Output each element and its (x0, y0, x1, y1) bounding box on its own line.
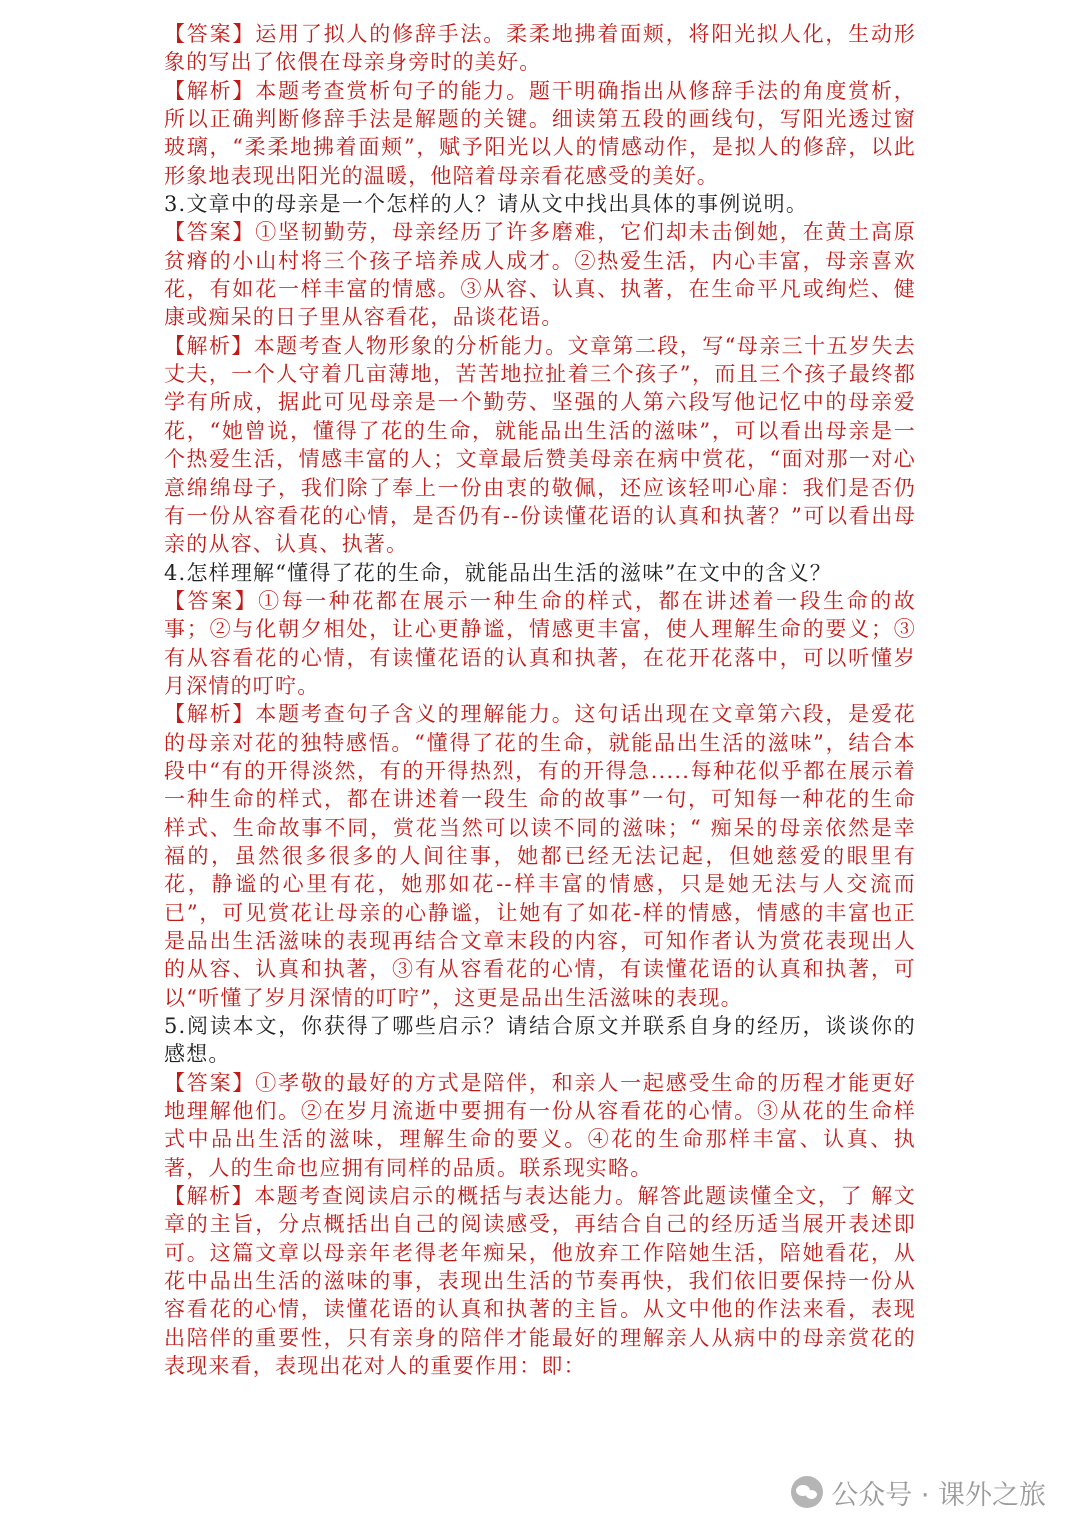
analysis-tag: 【解析】 (164, 333, 254, 358)
answer-text: ①孝敬的最好的方式是陪伴，和亲人一起感受生命的历程才能更好地理解他们。②在岁月流逝中要拥有一份从容看花的心情。③从花的生命样式中品出生活的滋味，理解生命的要义。④花的生命那样丰富、认真、执著，人的生命也应拥有同样的品质。联系现实略。 (164, 1070, 916, 1180)
answer-paragraph (164, 218, 916, 331)
question-4: 4.怎样理解“懂得了花的生命，就能品出生活的滋味”在文中的含义？ (164, 560, 832, 585)
answer-text: ①每一种花都在展示一种生命的样式，都在讲述着一段生命的故事；②与化朝夕相处，让心更静谧，情感更丰富，使人理解生命的要义；③有从容看花的心情，有读懂花语的认真和执著，在花开花落中，可以听懂岁月深情的叮咛。 (164, 588, 916, 698)
analysis-text: 本题考查赏析句子的能力。题干明确指出从修辞手法的角度赏析，所以正确判断修辞手法是解题的关键。细读第五段的画线句，写阳光透过窗玻璃，“柔柔地拂着面颊”，赋予阳光以人的情感动作，是拟人的修辞，以此形象地表现出阳光的温暖，他陪着母亲看花感受的美好。 (164, 78, 916, 188)
answer-tag: 【答案】 (164, 220, 256, 245)
analysis-tag: 【解析】 (164, 702, 256, 727)
watermark-text: 公众号 · 课外之旅 (831, 1479, 1046, 1511)
watermark (787, 1475, 1050, 1509)
analysis-paragraph (164, 1182, 916, 1380)
answer-tag: 【答案】 (164, 588, 259, 613)
answer-paragraph (164, 587, 916, 700)
analysis-text: 本题考查人物形象的分析能力。文章第二段，写“母亲三十五岁失去丈夫，一个人守着几亩薄地，苦苦地拉扯着三个孩子”，而且三个孩子最终都学有所成，据此可见母亲是一个勤劳、坚强的人第六段写他记忆中的母亲爱花，“她曾说，懂得了花的生命，就能品出生活的滋味”，可以看出母亲是一个热爱生活，情感丰富的人；文章最后赞美母亲在病中赏花，“面对那一对心意绵绵母子，我们除了奉上一份由衷的敬佩，还应该轻叩心扉：我们是否仍有一份从容看花的心情，是否仍有--份读懂花语的认真和执著？”可以看出母亲的从容、认真、执著。 (164, 333, 916, 557)
analysis-text: 本题考查句子含义的理解能力。这句话出现在文章第六段，是爱花的母亲对花的独特感悟。“懂得了花的生命，就能品出生活的滋味”，结合本段中“有的开得淡然，有的开得热烈，有的开得急.....每种花似乎都在展示着一种生命的样式，都在讲述着一段生 命的故事”一句，可知每一种花的生命样式、生命故事不同，赏花当然可以读不同的滋味；“ 痴呆的母亲依然是幸福的，虽然很多很多的人间往事，她都已经无法记起，但她慈爱的眼里有花，静谧的心里有花，她那如花--样丰富的情感，只是她无法与人交流而已”，可见赏花让母亲的心静谧，让她有了如花-样的情感，情感的丰富也正是品出生活滋味的表现再结合文章末段的内容，可知作者认为赏花表现出人的从容、认真和执著，③有从容看花的心情，有读懂花语的认真和执著，可以“听懂了岁月深情的叮咛”，这更是品出生活滋味的表现。 (164, 702, 916, 1010)
answer-tag: 【答案】 (164, 22, 256, 46)
question-5: 5.阅读本文，你获得了哪些启示？请结合原文并联系自身的经历，谈谈你的感想。 (164, 1014, 916, 1067)
analysis-paragraph (164, 77, 916, 190)
wechat-icon (791, 1476, 823, 1508)
answer-text: 运用了拟人的修辞手法。柔柔地拂着面颊，将阳光拟人化，生动形象的写出了依偎在母亲身旁时的美好。 (164, 22, 916, 75)
answer-paragraph (164, 20, 916, 77)
answer-text: ①坚韧勤劳，母亲经历了许多磨难，它们却未击倒她，在黄土高原贫瘠的小山村将三个孩子培养成人成才。②热爱生活，内心丰富，母亲喜欢花，有如花一样丰富的情感。③从容、认真、执著，在生命平凡或绚烂、健康或痴呆的日子里从容看花，品谈花语。 (164, 220, 916, 330)
analysis-paragraph (164, 332, 916, 559)
answer-tag: 【答案】 (164, 1070, 256, 1095)
analysis-tag: 【解析】 (164, 1184, 255, 1209)
document-body (164, 20, 916, 1381)
analysis-text: 本题考查阅读启示的概括与表达能力。解答此题读懂全文，了 解文章的主旨，分点概括出自己的阅读感受，再结合自己的经历适当展开表述即可。这篇文章以母亲年老得老年痴呆，他放弃工作陪她生活，陪她看花，从花中品出生活的滋味的事，表现出生活的节奏再快，我们依旧要保持一份从容看花的心情，读懂花语的认真和执著的主旨。从文中他的作法来看，表现出陪伴的重要性，只有亲身的陪伴才能最好的理解亲人从病中的母亲赏花的表现来看，表现出花对人的重要作用：即： (164, 1184, 916, 1379)
analysis-tag: 【解析】 (164, 78, 256, 103)
analysis-paragraph (164, 700, 916, 1012)
answer-paragraph (164, 1069, 916, 1182)
question-3: 3.文章中的母亲是一个怎样的人？请从文中找出具体的事例说明。 (164, 192, 809, 217)
